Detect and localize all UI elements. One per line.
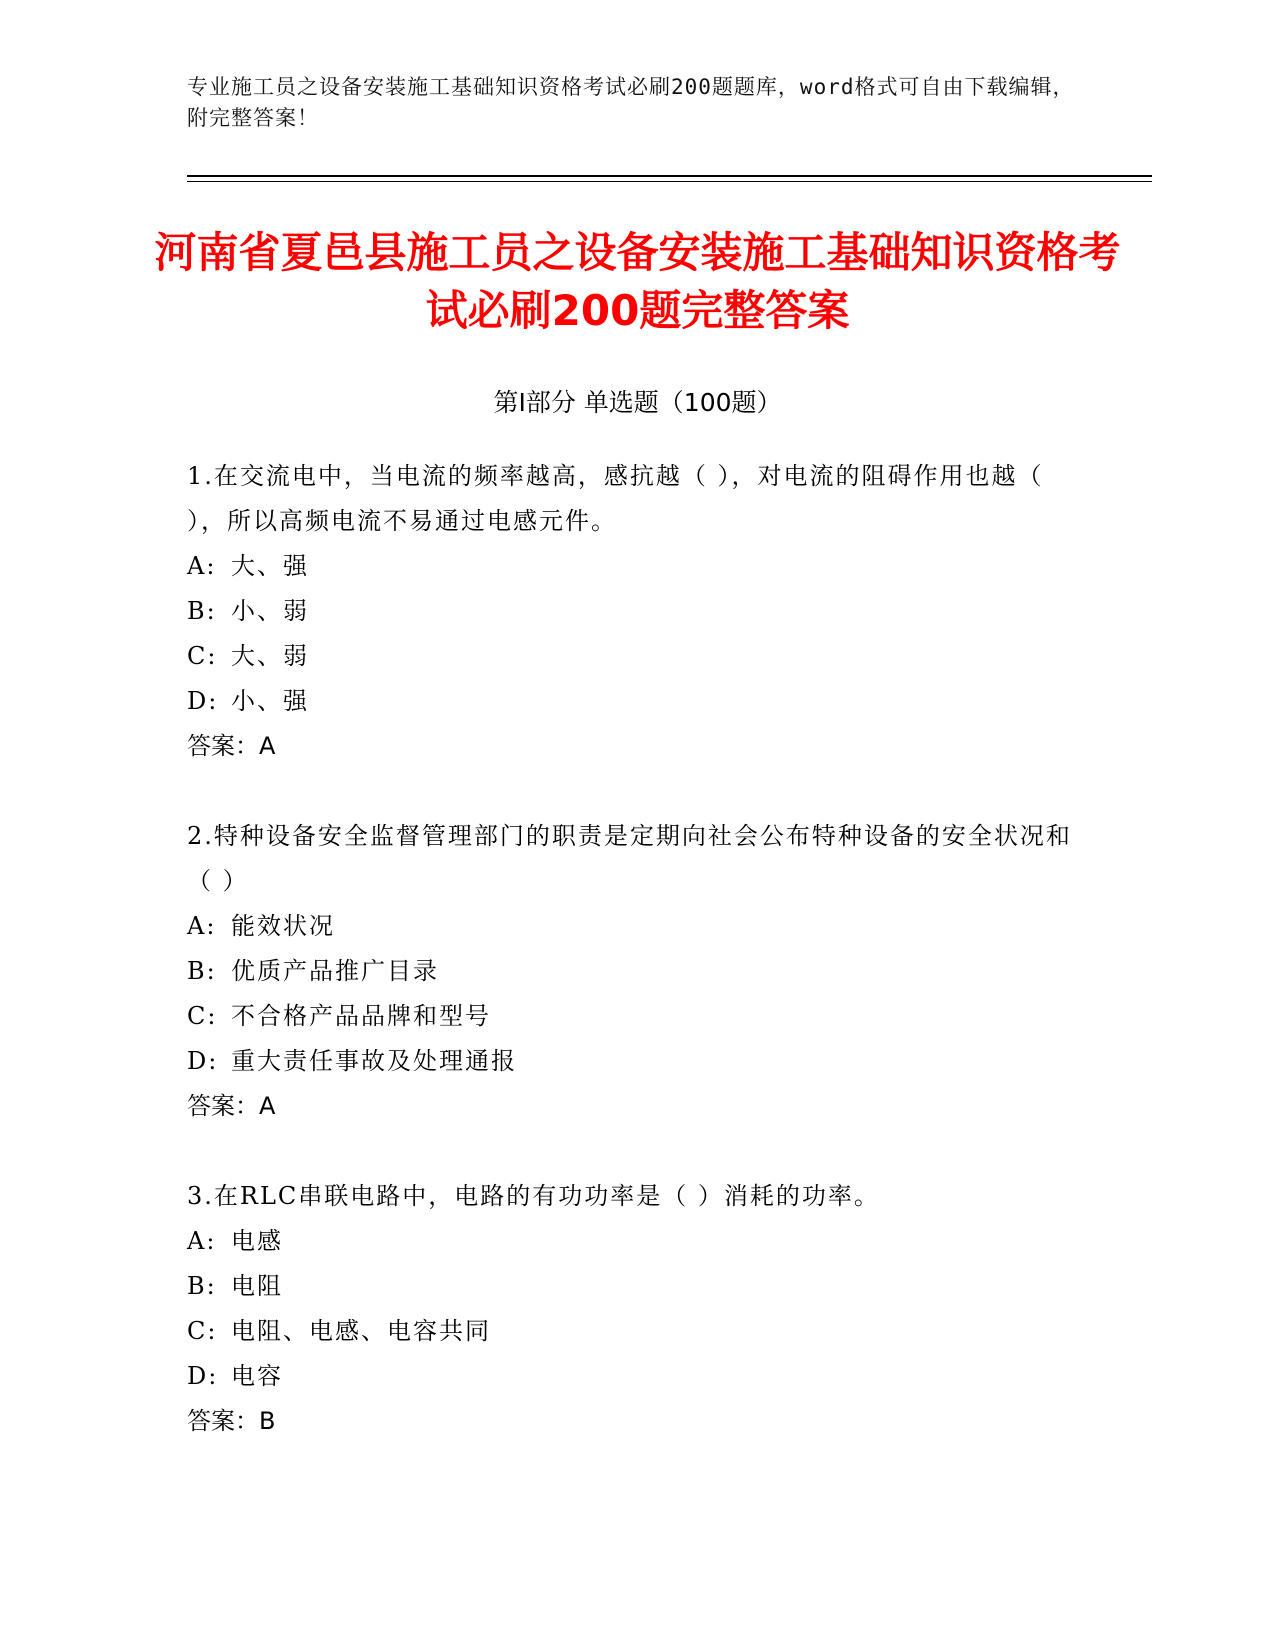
option-key: D: xyxy=(187,1362,219,1390)
section-title: 第Ⅰ部分 单选题（100题） xyxy=(493,388,782,417)
option-d xyxy=(187,1354,1087,1399)
option-key: C: xyxy=(187,642,218,670)
question-2 xyxy=(187,814,1087,1129)
option-text: 不合格产品品牌和型号 xyxy=(231,1002,491,1030)
option-key: B: xyxy=(187,597,217,625)
question-stem: 3.在RLC串联电路中，电路的有功功率是（ ）消耗的功率。 xyxy=(187,1182,880,1210)
option-a xyxy=(187,1219,1087,1264)
option-d xyxy=(187,679,1087,724)
question-stem: 2.特种设备安全监督管理部门的职责是定期向社会公布特种设备的安全状况和（ ） xyxy=(187,822,1072,895)
option-text: 能效状况 xyxy=(231,912,335,940)
option-text: 重大责任事故及处理通报 xyxy=(231,1047,517,1075)
option-c xyxy=(187,634,1087,679)
option-key: D: xyxy=(187,1047,219,1075)
option-text: 优质产品推广目录 xyxy=(231,957,439,985)
option-key: C: xyxy=(187,1317,218,1345)
answer-line: 答案：A xyxy=(187,732,276,760)
answer-line: 答案：B xyxy=(187,1407,276,1435)
answer-line: 答案：A xyxy=(187,1092,276,1120)
header-note: 专业施工员之设备安装施工基础知识资格考试必刷200题题库，word格式可自由下载编辑，附完整答案！ xyxy=(187,75,1075,130)
option-text: 电容 xyxy=(231,1362,283,1390)
option-text: 电感 xyxy=(231,1227,283,1255)
option-key: A: xyxy=(187,1227,217,1255)
option-b xyxy=(187,949,1087,994)
option-a xyxy=(187,544,1087,589)
option-text: 大、弱 xyxy=(231,642,309,670)
option-key: B: xyxy=(187,1272,217,1300)
option-b xyxy=(187,1264,1087,1309)
option-a xyxy=(187,904,1087,949)
header-divider-thin xyxy=(187,181,1152,182)
option-c xyxy=(187,1309,1087,1354)
option-d xyxy=(187,1039,1087,1084)
option-text: 大、强 xyxy=(231,552,309,580)
option-key: A: xyxy=(187,552,217,580)
option-b xyxy=(187,589,1087,634)
option-text: 小、弱 xyxy=(231,597,309,625)
question-1 xyxy=(187,454,1087,769)
question-3 xyxy=(187,1174,1087,1444)
option-text: 电阻、电感、电容共同 xyxy=(231,1317,491,1345)
option-key: C: xyxy=(187,1002,218,1030)
header-divider-thick xyxy=(187,175,1152,177)
option-text: 电阻 xyxy=(231,1272,283,1300)
option-text: 小、强 xyxy=(231,687,309,715)
option-key: B: xyxy=(187,957,217,985)
option-c xyxy=(187,994,1087,1039)
question-stem: 1.在交流电中，当电流的频率越高，感抗越（ ），对电流的阻碍作用也越（ ），所以高频电流不易通过电感元件。 xyxy=(187,462,1044,535)
option-key: D: xyxy=(187,687,219,715)
document-title: 河南省夏邑县施工员之设备安装施工基础知识资格考试必刷200题完整答案 xyxy=(154,228,1121,335)
option-key: A: xyxy=(187,912,217,940)
